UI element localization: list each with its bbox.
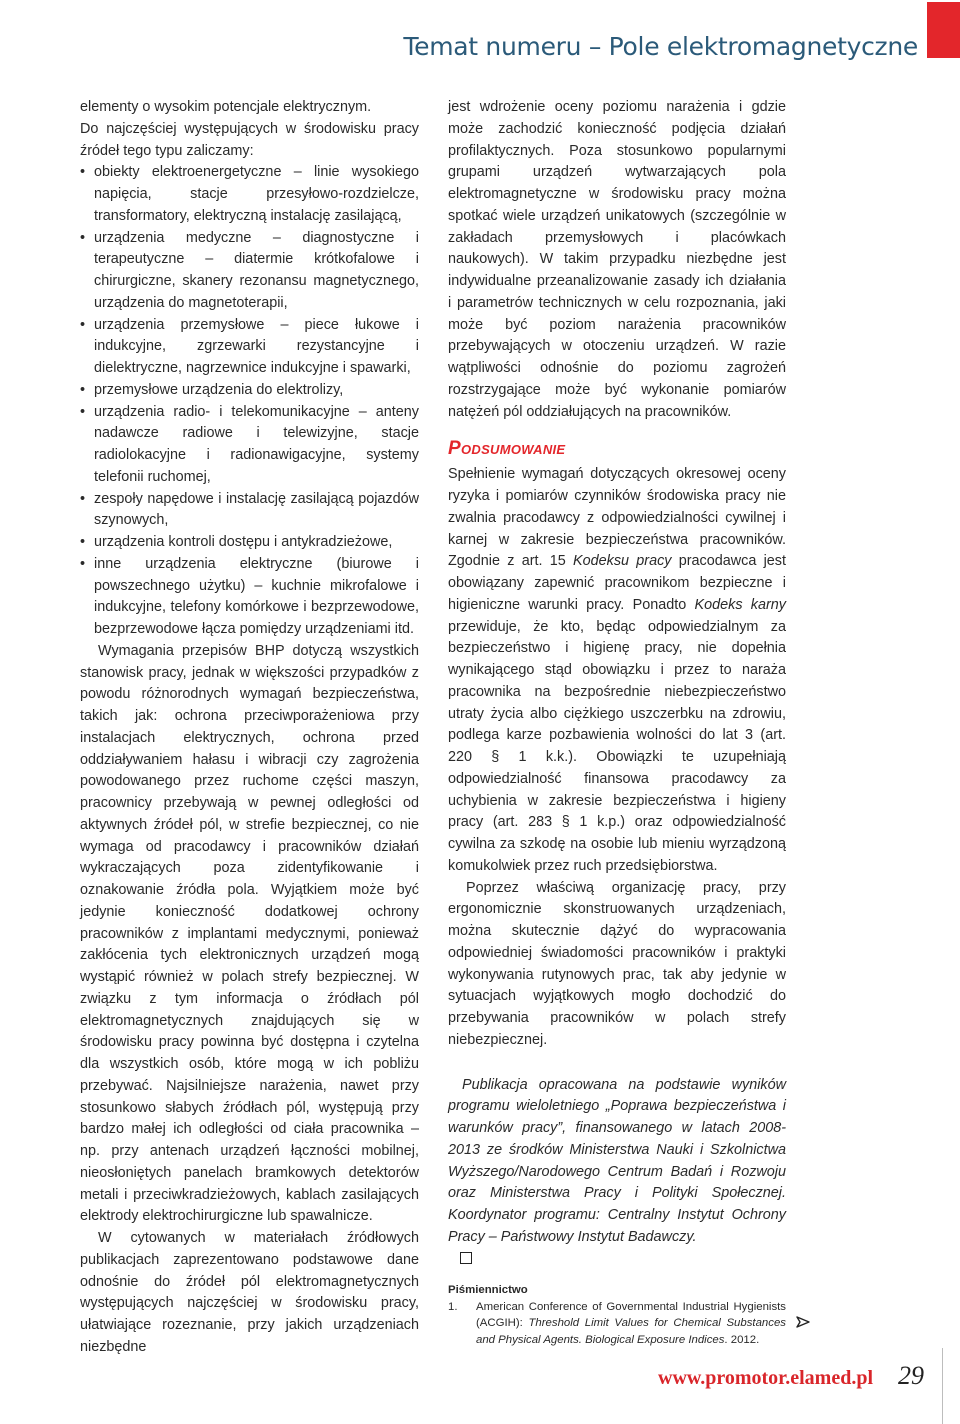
list-item: • zespoły napędowe i instalację zasilającą pojazdów szynowych, bbox=[80, 490, 419, 529]
bullet-icon: • bbox=[80, 534, 86, 550]
reference-text: American Conference of Governmental Industrial Hygienists (ACGIH): Threshold Limit Values for Chemical Substances and Physical Agents. Biological Exposure Indices. 2012. bbox=[476, 1300, 786, 1346]
publication-note: Publikacja opracowana na podstawie wyników programu wieloletniego „Poprawa bezpieczeństwa i warunków pracy”, finansowanego w latach 2008-2013 ze środków Ministerstwa Nauki i Szkolnictwa Wyższego/Narodowego Centrum Badań i Rozwoju oraz Ministerstwa Pracy i Polityki Społecznej. Koordynator programu: Centralny Instytut Ochrony Pracy – Państwowy Instytut Badawczy. bbox=[448, 1075, 786, 1271]
organization-paragraph: Poprzez właściwą organizację pracy, przy ergonomicznie skonstruowanych urządzeniach, można skutecznie dążyć do wypracowania odpowiedniej świadomości pracowników i praktyki wykonywania rutynowych prac, tak aby jedynie w sytuacjach wyjątkowych mogło dochodzić do przebywania pracowników w polach strefy niebezpiecznej. bbox=[448, 879, 786, 1048]
reference-number: 1. bbox=[448, 1300, 458, 1313]
reference-item bbox=[448, 1299, 786, 1349]
left-column bbox=[80, 97, 419, 1359]
list-item: • urządzenia radio- i telekomunikacyjne – anteny nadawcze radiowe i telewizyjne, stacje radiolokacyjne i radionawigacyjne, systemy telefonii ruchomej, bbox=[80, 403, 419, 485]
page-edge-line bbox=[942, 1348, 943, 1424]
references-title: Piśmiennictwo bbox=[448, 1284, 528, 1297]
footer-website-link[interactable]: www.promotor.elamed.pl bbox=[658, 1367, 873, 1389]
list-item: • inne urządzenia elektryczne (biurowe i powszechnego użytku) – kuchnie mikrofalowe i indukcyjne, telefony komórkowe i bezprzewodowe, bezprzewodowe łącza pomiędzy urządzeniami itd. bbox=[80, 555, 419, 637]
bullet-icon: • bbox=[80, 229, 86, 246]
bullet-icon: • bbox=[80, 403, 86, 420]
bullet-icon: • bbox=[80, 316, 86, 333]
emphasis-kodeks-karny: Kodeks karny bbox=[694, 596, 786, 613]
list-item: • urządzenia medyczne – diagnostyczne i terapeutyczne – diatermie krótkofalowe i chirurgiczne, skanery rezonansu magnetycznego, urządzenia do magnetoterapii, bbox=[80, 229, 419, 311]
list-item: • przemysłowe urządzenia do elektrolizy, bbox=[80, 380, 419, 402]
bullet-icon: • bbox=[80, 164, 86, 181]
sources-paragraph: W cytowanych w materiałach źródłowych publikacjach zaprezentowano podstawowe dane odnośnie do źródeł pól elektromagnetycznych występujących najczęściej w środowisku pracy, ułatwiające rozeznanie, przy jakich urządzeniach niezbędne bbox=[80, 1230, 419, 1355]
references bbox=[448, 1282, 786, 1348]
continue-arrow-icon bbox=[796, 1315, 810, 1329]
bullet-icon: • bbox=[80, 490, 86, 507]
page-header-title: Temat numeru – Pole elektromagnetyczne bbox=[403, 32, 918, 61]
summary-paragraph: Spełnienie wymagań dotyczących okresowej oceny ryzyka i pomiarów czynników środowiska pracy nie zwalnia pracodawcy z odpowiedzialności cywilnej i karnej w zakresie bezpieczeństwa pracowników. Zgodnie z art. 15 Kodeksu pracy pracodawca jest obowiązany zapewnić pracownikom bezpieczne i higieniczne warunki pracy. Ponadto Kodeks karny przewiduje, że kto, będąc odpowiedzialnym za bezpieczeństwo i higienę pracy, nie dopełnia wynikającego stąd obowiązku i przez to naraża pracownika na bezpośrednie niebezpieczeństwo utraty życia albo ciężkiego uszczerbku na zdrowiu, podlega karze pozbawienia wolności do lat 3 (art. 220 § 1 k.k.). Obowiązki te uzupełniają odpowiedzialność finansowa pracodawcy za uchybienia w zakresie bezpieczeństwa i higieny pracy (art. 283 § 1 k.p.) oraz odpowiedzialność cywilna za szkodę na osobie lub mieniu wyrządzoną komukolwiek przez ruch przedsiębiorstwa. bbox=[448, 466, 786, 874]
bullet-icon: • bbox=[80, 381, 86, 398]
bullet-icon: • bbox=[80, 555, 86, 572]
end-of-article-square-icon bbox=[460, 1252, 472, 1264]
list-item: • obiekty elektroenergetyczne – linie wysokiego napięcia, stacje przesyłowo-rozdzielcze, transformatory, elektryczną instalację zasilającą, bbox=[80, 164, 419, 224]
emphasis-kodeks-pracy: Kodeksu pracy bbox=[573, 553, 672, 570]
bhp-paragraph: Wymagania przepisów BHP dotyczą wszystkich stanowisk pracy, jednak w większości przypadków z powodu różnorodnych wymagań bezpieczeństwa, takich jak: ochrona przeciwporażeniowa przy instalacjach elektrycznych, ochrona przed oddziaływaniem hałasu i wibracji czy zagrożenia powodowanego przez ruchome części maszyn, pracownicy przebywają w pewnej odległości od aktywnych źródeł pól, w strefie bezpiecznej, co nie wymaga od pracodawcy i pracowników działań wykraczających poza zidentyfikowanie i oznakowanie źródła pola. Wyjątkiem może być jedynie konieczność dodatkowej ochrony pracowników z implantami medycznymi, ponieważ zakłócenia tych elektronicznych urządzeń mogą wystąpić również w polach strefy bezpiecznej. W związku z tym informacja o źródłach pól elektromagnetycznych znajdujących się w środowisku pracy powinna być dostępna i czytelna dla wszystkich osób, które mogą w ich pobliżu przebywać. Najsilniejsze narażenia, nawet przy stosunkowo słabych źródłach pól, występują przy bardzo małej ich odległości od ciała pracownika – np. przy antenach urządzeń łączności mobilnej, nieosłoniętych panelach bramkowych detektorów metali i przeciwkradzieżowych, kablach zasilających elektrody elektrochirurgiczne lub spawalnicze. bbox=[80, 642, 419, 1225]
list-item: • urządzenia kontroli dostępu i antykradzieżowe, bbox=[80, 532, 419, 554]
page-number: 29 bbox=[898, 1361, 924, 1390]
intro-paragraph: Do najczęściej występujących w środowisku pracy źródeł tego typu zaliczamy: bbox=[80, 120, 419, 159]
header-accent-tab bbox=[927, 2, 960, 58]
section-heading-summary: Podsumowanie bbox=[448, 438, 566, 460]
right-column bbox=[448, 97, 786, 1348]
intro-line: elementy o wysokim potencjale elektrycznym. bbox=[80, 99, 372, 115]
list-item: • urządzenia przemysłowe – piece łukowe i indukcyjne, zgrzewarki rezystancyjne i dielektryczne, nagrzewnice indukcyjne i spawarki, bbox=[80, 316, 419, 376]
source-list bbox=[80, 162, 419, 641]
continued-paragraph: jest wdrożenie oceny poziomu narażenia i gdzie może zachodzić konieczność podjęcia działań profilaktycznych. Poza stosunkowo popularnymi grupami urządzeń wytwarzających pola elektromagnetyczne w środowisku pracy można spotkać wiele urządzeń unikatowych (szczególnie w zakładach przemysłowych i placówkach naukowych). W takim przypadku niezbędne jest indywidualne przeanalizowanie zasady ich działania i parametrów technicznych w celu rozpoznania, jaki może być poziom narażenia pracowników przebywających w otoczeniu urządzeń. W razie wątpliwości odnośnie do poziomu zagrożeń rozstrzygające może być wykonanie pomiarów natężeń pól oddziałujących na pracowników. bbox=[448, 99, 786, 420]
